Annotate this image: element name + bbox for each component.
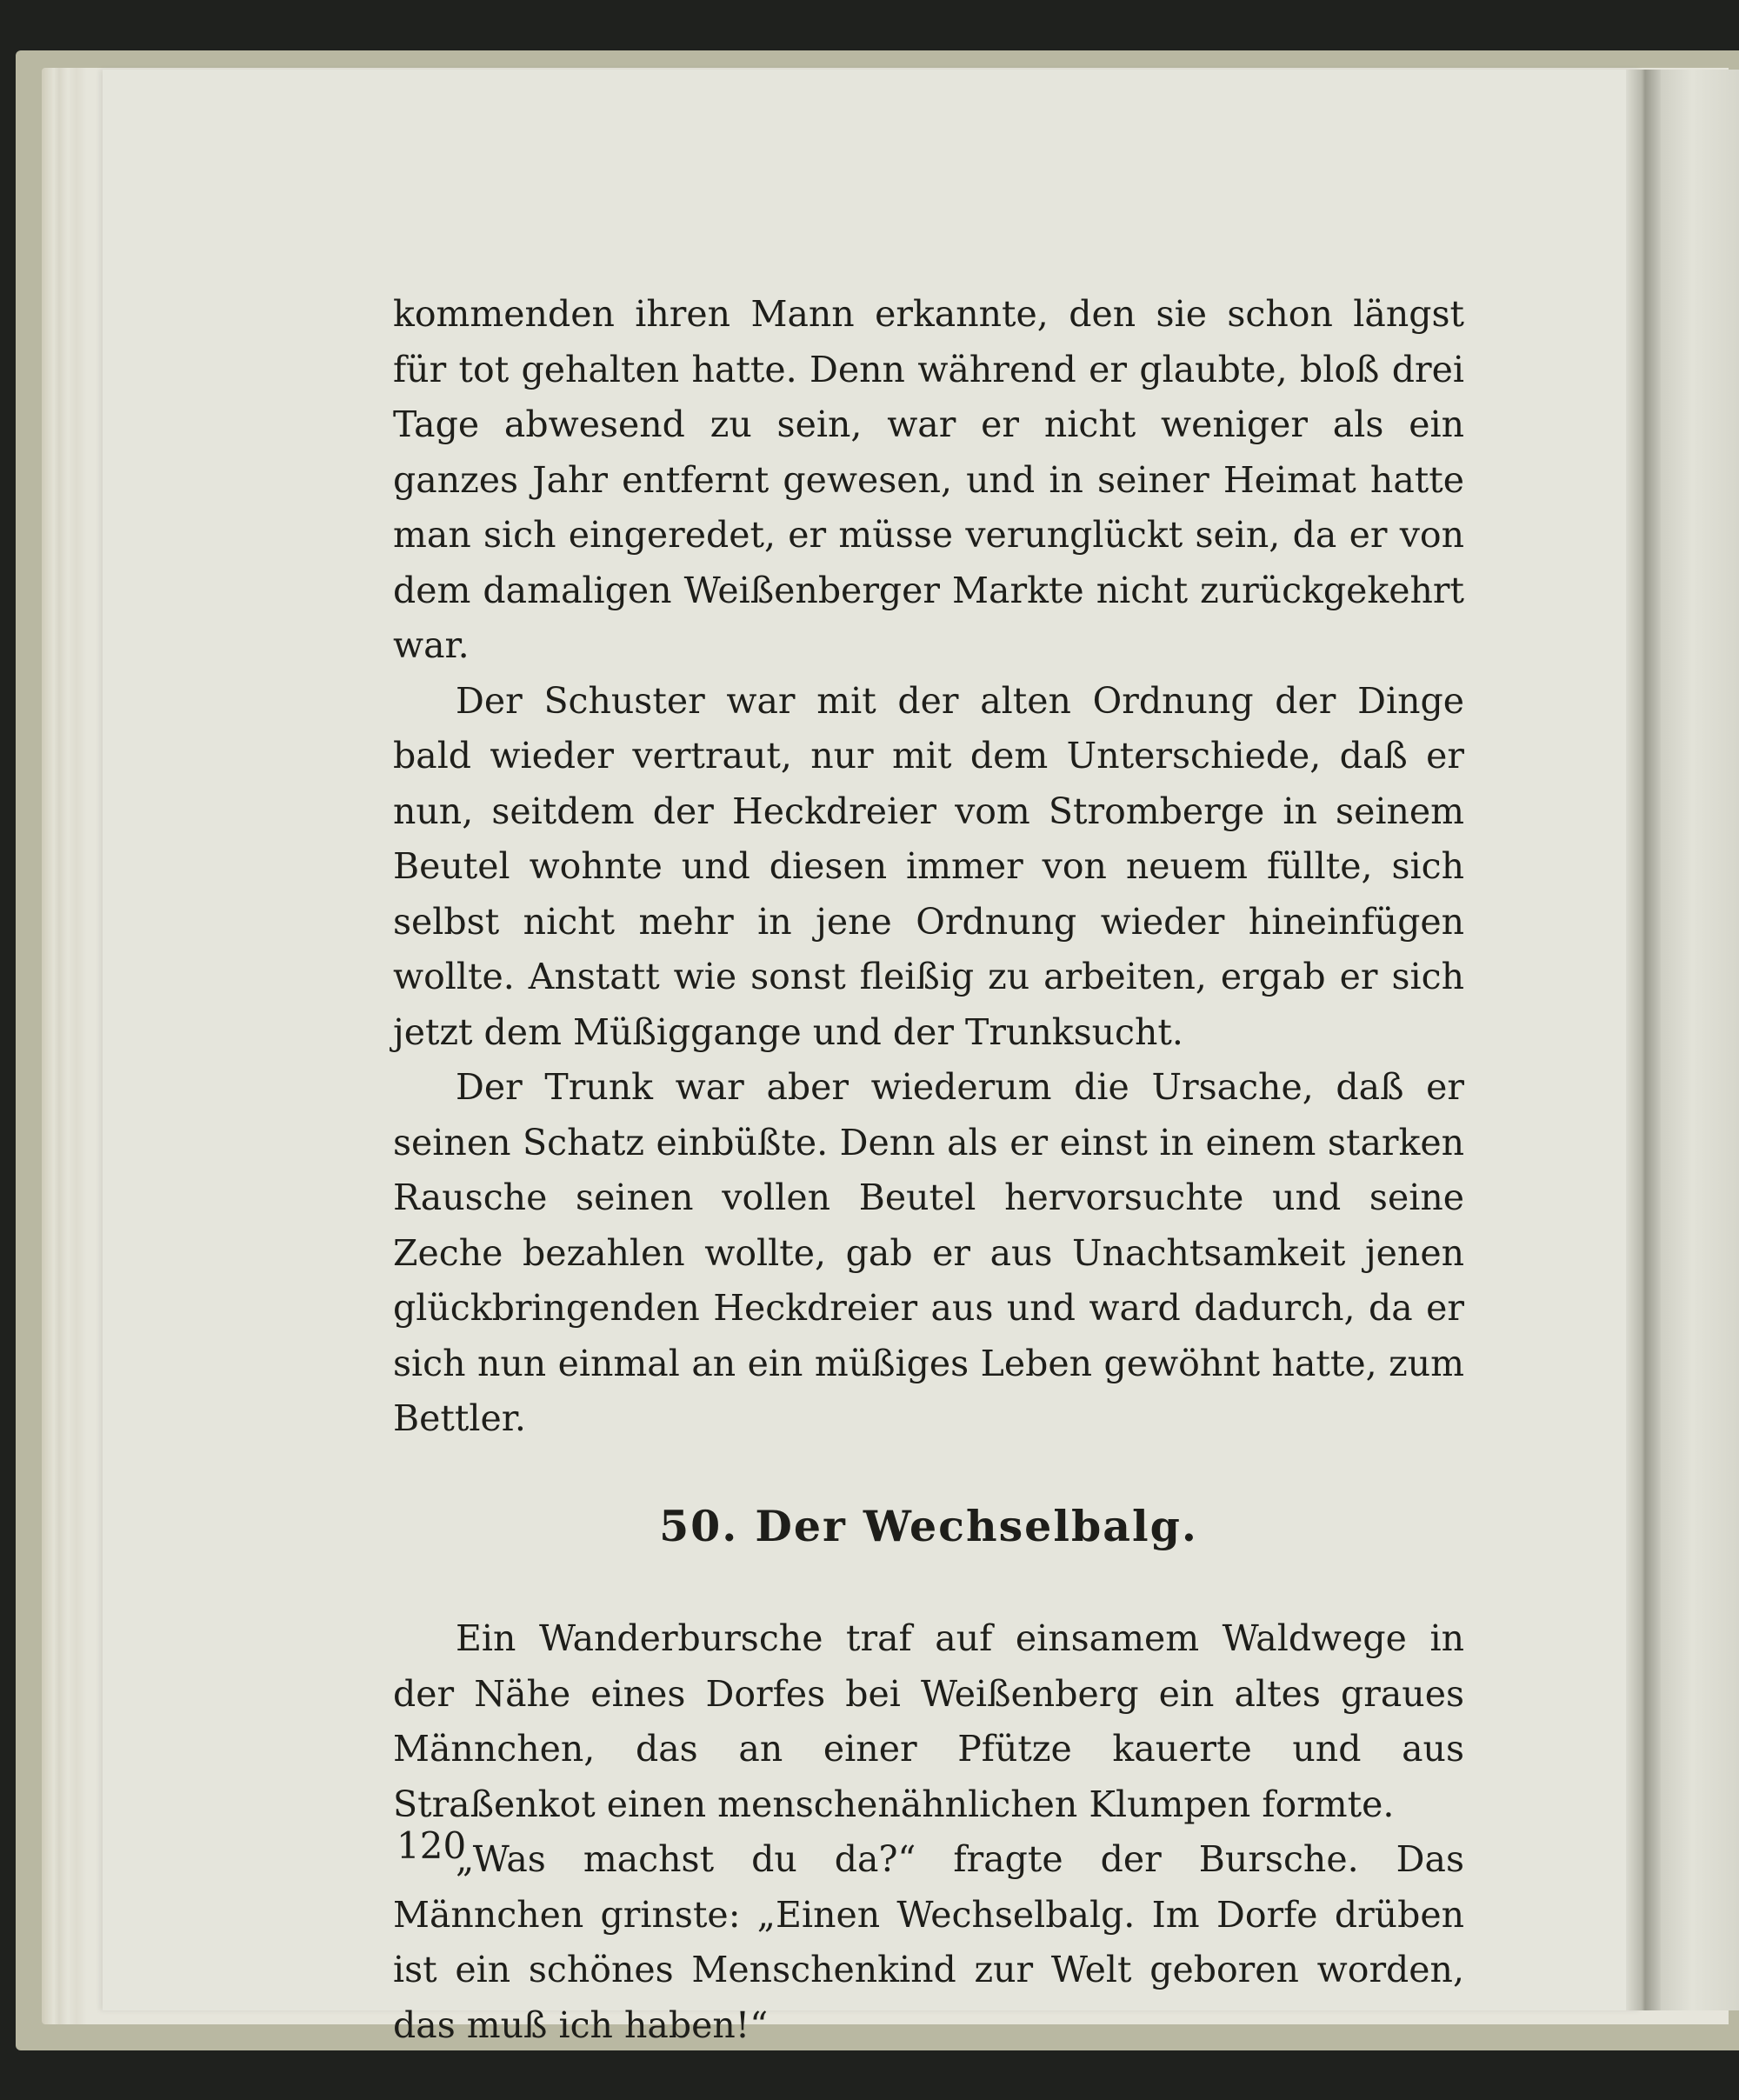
paragraph: Der Trunk war aber wiederum die Ursache, daß er seinen Schatz einbüßte. Denn als er einst in einem starken Rausche seinen vollen Beutel hervorsuchte und seine Zeche bezahlen wollte, gab er aus Unachtsamkeit jenen glückbringenden Heckdreier aus und ward dadurch, da er sich nun einmal an ein müßiges Leben gewöhnt hatte, zum Bettler.	[393, 1066, 1464, 1439]
story-heading: 50. Der Wechselbalg.	[659, 1500, 1198, 1551]
paragraph: Der Schuster war mit der alten Ordnung der Dinge bald wieder vertraut, nur mit dem Unterschiede, daß er nun, seitdem der Heckdreier vom Stromberge in seinem Beutel wohnte und diesen immer von neuem füllte, sich selbst nicht mehr in jene Ordnung wieder hineinfügen wollte. Anstatt wie sonst fleißig zu arbeiten, ergab er sich jetzt dem Müßiggange und der Trunksucht.	[393, 679, 1464, 1053]
paragraph: „Was machst du da?“ fragte der Bursche. Das Männchen grinste: „Einen Wechselbalg. Im Dorfe drüben ist ein schönes Menschenkind zur Welt geboren worden, das muß ich haben!“	[393, 1838, 1464, 2046]
paragraph-continuation: kommenden ihren Mann erkannte, den sie schon längst für tot gehalten hatte. Denn während er glaubte, bloß drei Tage abwesend zu sein, war er nicht weniger als ein ganzes Jahr entfernt gewesen, und in seiner Heimat hatte man sich eingeredet, er müsse verunglückt sein, da er von dem damaligen Weißenberger Markte nicht zurückgekehrt war.	[393, 293, 1464, 666]
facing-page-edge	[1661, 70, 1739, 2010]
book-gutter	[1626, 70, 1661, 2010]
text-block	[393, 287, 1464, 2053]
page-number: 120	[396, 1824, 467, 1867]
paragraph: Ein Wanderbursche traf auf einsamem Waldwege in der Nähe eines Dorfes bei Weißenberg ein altes graues Männchen, das an einer Pfütze kauerte und aus Straßenkot einen menschenähnlichen Klumpen formte.	[393, 1617, 1464, 1825]
